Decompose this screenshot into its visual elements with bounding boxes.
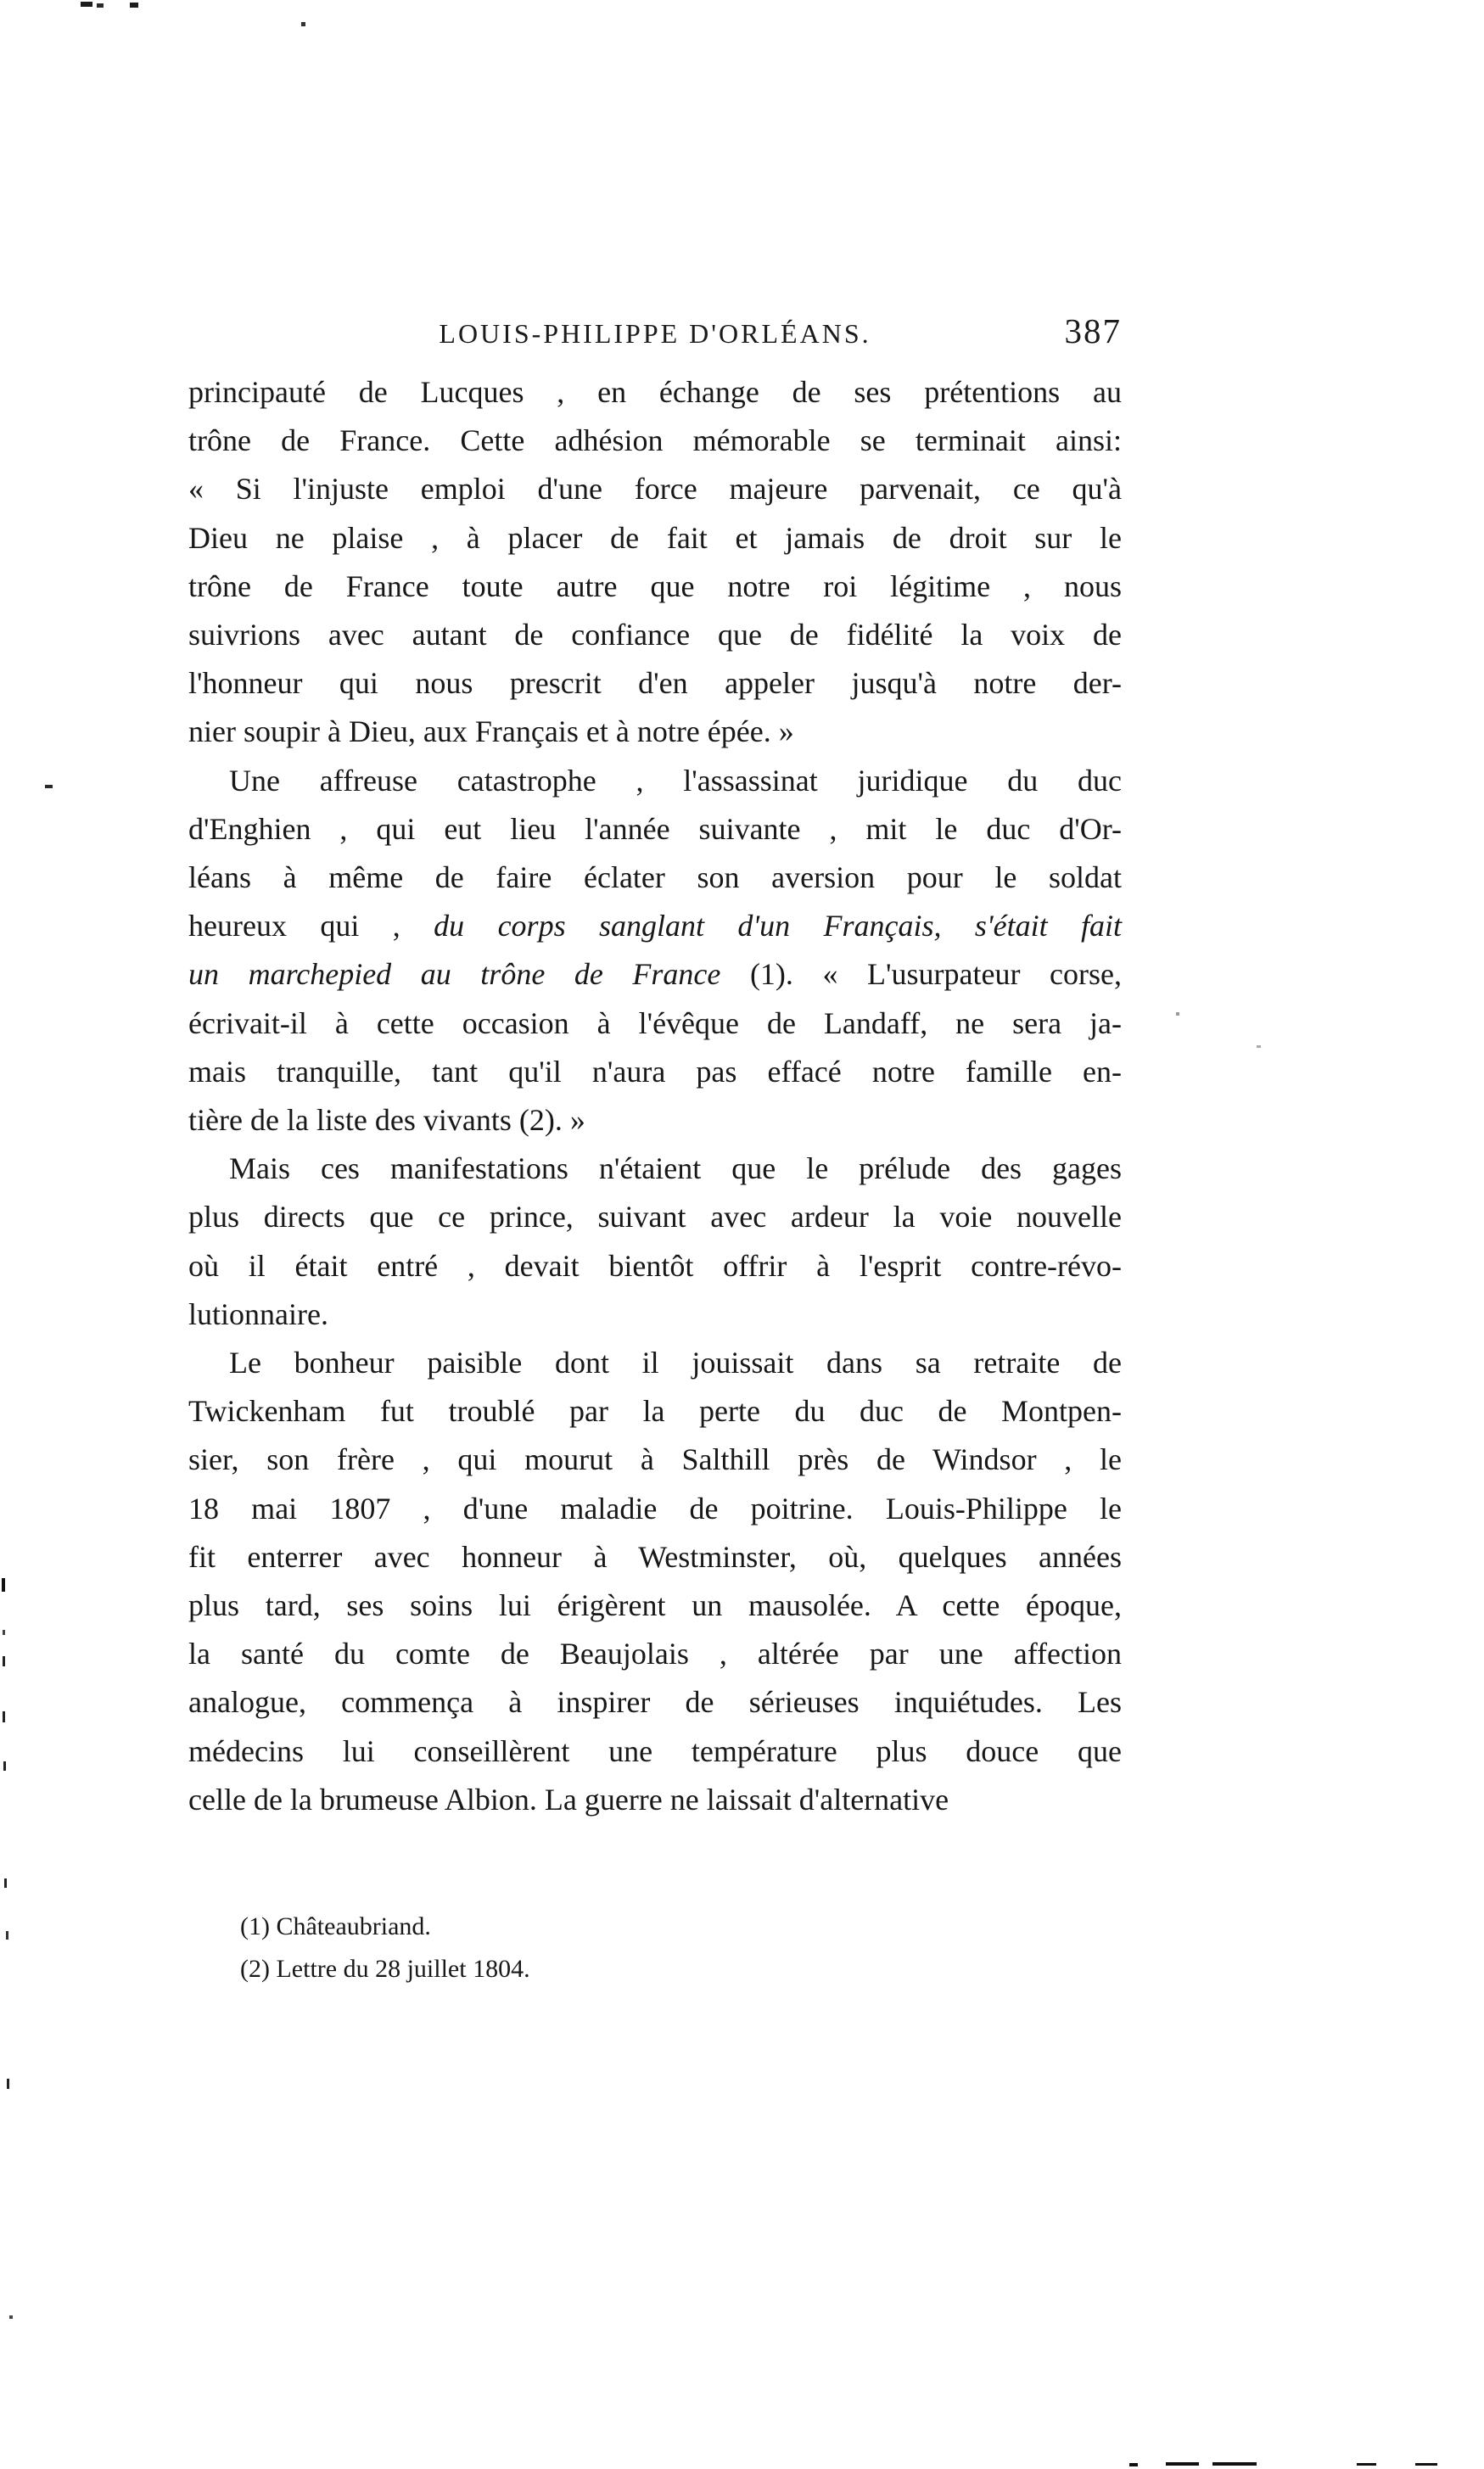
text-line: plus directs que ce prince, suivant avec ardeur la voie nouvelle bbox=[188, 1200, 1122, 1234]
text-line: d'Enghien , qui eut lieu l'année suivante , mit le duc d'Or- bbox=[188, 811, 1122, 846]
text-line: « Si l'injuste emploi d'une force majeure parvenait, ce qu'à bbox=[188, 472, 1122, 507]
text-line: Une affreuse catastrophe , l'assassinat juridique du duc bbox=[229, 763, 1122, 798]
scan-artifact bbox=[1166, 2462, 1199, 2466]
footnote: (1) Châteaubriand. bbox=[240, 1912, 431, 1940]
scan-artifact bbox=[81, 2, 92, 7]
running-title: LOUIS-PHILIPPE D'ORLÉANS. bbox=[439, 318, 871, 349]
scan-artifact bbox=[1257, 1045, 1261, 1048]
scan-artifact bbox=[1415, 2463, 1437, 2466]
text-line: lutionnaire. bbox=[188, 1296, 328, 1331]
scan-artifact bbox=[3, 1656, 5, 1666]
scan-artifact bbox=[3, 1711, 5, 1722]
text-line: fit enterrer avec honneur à Westminster, où, quelques années bbox=[188, 1539, 1122, 1574]
scan-artifact bbox=[6, 1931, 8, 1940]
scan-artifact bbox=[1176, 1012, 1179, 1016]
text-line: léans à même de faire éclater son aversion pour le soldat bbox=[188, 860, 1122, 895]
scan-artifact bbox=[45, 785, 53, 788]
scan-artifact bbox=[1129, 2463, 1138, 2466]
footnotes-block bbox=[240, 1906, 1089, 1990]
scan-artifact bbox=[4, 1878, 7, 1888]
text-line: sier, son frère , qui mourut à Salthill près de Windsor , le bbox=[188, 1442, 1122, 1477]
scan-artifact bbox=[7, 2079, 9, 2089]
text-line: celle de la brumeuse Albion. La guerre ne laissait d'alternative bbox=[188, 1782, 949, 1817]
text-line: un marchepied au trône de France (1). « L'usurpateur corse, bbox=[188, 957, 1122, 992]
text-line: suivrions avec autant de confiance que de fidélité la voix de bbox=[188, 618, 1122, 652]
text-line: où il était entré , devait bientôt offrir à l'esprit contre-révo- bbox=[188, 1248, 1122, 1283]
text-line: 18 mai 1807 , d'une maladie de poitrine. Louis-Philippe le bbox=[188, 1491, 1122, 1526]
text-line: mais tranquille, tant qu'il n'aura pas effacé notre famille en- bbox=[188, 1054, 1122, 1089]
scan-artifact bbox=[1357, 2463, 1376, 2466]
page-body-text bbox=[188, 368, 1122, 1824]
text-line: principauté de Lucques , en échange de ses prétentions au bbox=[188, 375, 1122, 409]
scan-artifact bbox=[130, 3, 138, 8]
text-line: nier soupir à Dieu, aux Français et à notre épée. » bbox=[188, 714, 794, 749]
text-line: la santé du comte de Beaujolais , altérée par une affection bbox=[188, 1637, 1122, 1671]
scan-artifact bbox=[3, 1761, 6, 1771]
text-line: Dieu ne plaise , à placer de fait et jamais de droit sur le bbox=[188, 520, 1122, 555]
text-line: Twickenham fut troublé par la perte du duc de Montpen- bbox=[188, 1394, 1122, 1429]
text-line: médecins lui conseillèrent une température plus douce que bbox=[188, 1733, 1122, 1768]
text-line: écrivait-il à cette occasion à l'évêque de Landaff, ne sera ja- bbox=[188, 1005, 1122, 1040]
scan-artifact bbox=[301, 22, 305, 26]
scan-artifact bbox=[97, 3, 104, 8]
text-line: heureux qui , du corps sanglant d'un Français, s'était fait bbox=[188, 909, 1122, 943]
text-line: plus tard, ses soins lui érigèrent un mausolée. A cette époque, bbox=[188, 1588, 1122, 1623]
text-line: Le bonheur paisible dont il jouissait dans sa retraite de bbox=[229, 1346, 1122, 1380]
text-line: trône de France. Cette adhésion mémorable se terminait ainsi: bbox=[188, 423, 1122, 458]
text-line: tière de la liste des vivants (2). » bbox=[188, 1103, 585, 1138]
text-line: Mais ces manifestations n'étaient que le prélude des gages bbox=[229, 1151, 1122, 1186]
page-number: 387 bbox=[1064, 311, 1122, 350]
text-line: l'honneur qui nous prescrit d'en appeler jusqu'à notre der- bbox=[188, 666, 1122, 701]
footnote: (2) Lettre du 28 juillet 1804. bbox=[240, 1955, 530, 1983]
text-line: analogue, commença à inspirer de sérieuses inquiétudes. Les bbox=[188, 1685, 1122, 1720]
scan-artifact bbox=[3, 1630, 5, 1635]
scan-artifact bbox=[1212, 2462, 1257, 2466]
scan-artifact bbox=[9, 2315, 13, 2319]
text-line: trône de France toute autre que notre roi légitime , nous bbox=[188, 568, 1122, 603]
scan-artifact bbox=[2, 1578, 5, 1592]
page-header bbox=[188, 311, 1122, 356]
